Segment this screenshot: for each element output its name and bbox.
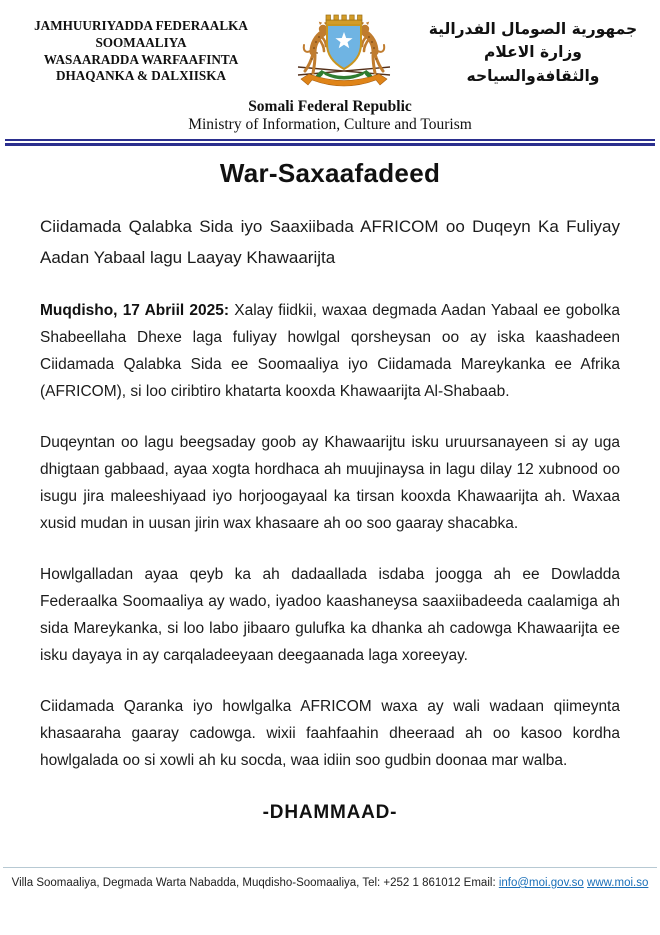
page-footer: [0, 867, 660, 889]
website-link[interactable]: www.moi.so: [587, 877, 649, 889]
paragraph-text: Ciidamada Qaranka iyo howlgalka AFRICOM waxa ay wali wadaan qiimeynta khasaaraha gaaray cadowga. wixii faahfaahin dheeraad ah oo kasoo kordha howlgalada oo si xowli ah ku socda, waa idiin soo gudbin doonaa mar walba.: [40, 697, 620, 769]
ministry-name-somali-line: JAMHUURIYADDA FEDERAALKA: [34, 18, 248, 33]
press-release-title: War-Saxaafadeed: [219, 157, 441, 188]
body-paragraph-4: [40, 693, 620, 774]
ministry-name-somali: [16, 10, 266, 85]
ministry-name-arabic-line: وزارة الاعلام: [484, 43, 582, 62]
press-release-body: [0, 211, 660, 824]
ministry-name-somali-line: SOOMAALIYA: [95, 34, 187, 50]
paragraph-text: Howlgalladan ayaa qeyb ka ah dadaallada isdaba joogga ah ee Dowladda Federaalka Soomaaliya ay wado, iyadoo kaashaneysa saaxiibadeeda caalamiga ah sida Mareykanka, si loo labo jibaaro gulufka ka dhanka ah cadowga Khawaarijta ee isku dayaya in ay carqaladeeyaan deegaanada laga xoreeyay.: [40, 565, 620, 664]
header-divider: [5, 139, 655, 146]
footer-contact: [0, 877, 660, 889]
press-release-subtitle: Ciidamada Qalabka Sida iyo Saaxiibada AFRICOM oo Duqeyn Ka Fuliyay Aadan Yabaal lagu Laayay Khawaarijta: [40, 216, 620, 267]
footer-address: Villa Soomaaliya, Degmada Warta Nabadda, Muqdisho-Soomaaliya, Tel: +252 1 861012 Email:: [11, 877, 496, 889]
ministry-name-somali-line: WASAARADDA WARFAAFINTA: [43, 51, 239, 67]
ministry-name-somali-line: DHAQANKA & DALXIISKA: [56, 68, 226, 84]
body-paragraph-3: [40, 561, 620, 669]
body-paragraph-1: [40, 297, 620, 405]
letterhead: [0, 0, 660, 96]
end-mark: -DHAMMAAD-: [262, 801, 398, 823]
body-paragraph-2: [40, 429, 620, 537]
ministry-title-english: Ministry of Information, Culture and Tourism: [188, 116, 472, 134]
email-link[interactable]: info@moi.gov.so: [498, 877, 584, 889]
ministry-name-arabic-line: والثقافةوالسياحه: [466, 66, 600, 85]
paragraph-text: Duqeyntan oo lagu beegsaday goob ay Khawaarijtu isku uruursanayeen si ay uga dhigtaan gabbaad, ayaa xogta hordhaca ah muujinaysa in lagu dilay 12 xubnood oo isugu jira maleeshiyaad iyo horjoogayaal ka tirsan kooxda Khawaarijta ah. Waxaa xusid mudan in uusan jirin wax khasaare ah oo soo gaaray shacabka.: [40, 433, 620, 532]
paragraph-text: Xalay fiidkii, waxaa degmada Aadan Yabaal ee gobolka Shabeellaha Dhexe laga fuliyay howlgal qorsheysan oo ay iska kaashadeen Ciidamada Qalabka Sida ee Soomaaliya iyo Ciidamada Mareykanka ee Afrika (AFRICOM), si loo ciribtiro khatarta kooxda Khawaarijta Al-Shabaab.: [40, 301, 620, 400]
ministry-name-arabic-line: جمهورية الصومال الفدرالية: [428, 20, 638, 38]
ministry-name-english: [0, 98, 660, 135]
dateline: Muqdisho, 17 Abriil 2025:: [40, 301, 230, 319]
footer-divider: [3, 867, 657, 868]
ministry-name-arabic: [422, 10, 644, 88]
country-name-english: Somali Federal Republic: [248, 98, 412, 115]
coat-of-arms-icon: [279, 10, 409, 96]
